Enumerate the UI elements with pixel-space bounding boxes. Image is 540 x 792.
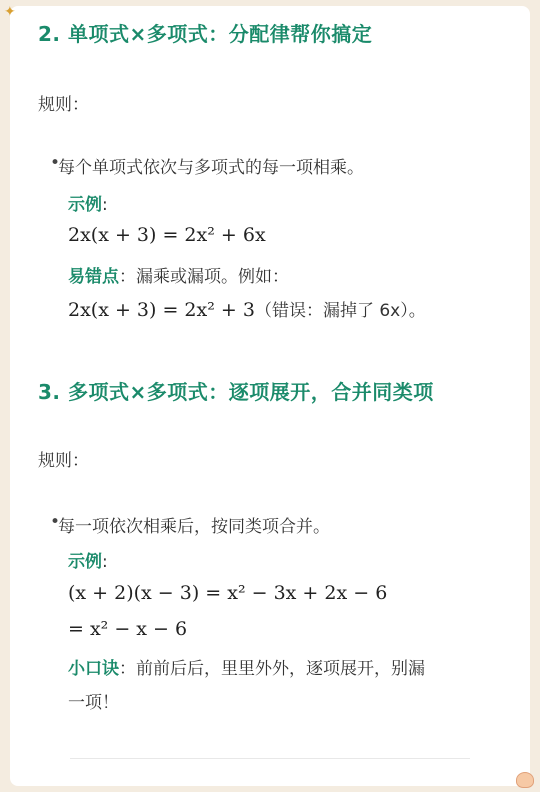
section-3-example-label: 示例 [68,552,102,572]
section-2-mistake-note: （错误：漏掉了 6x）。 [254,301,426,321]
section-2-heading: 2. 单项式×多项式：分配律帮你搞定 [38,22,373,46]
section-2-example-math: 2x(x + 3) = 2x² + 6x [68,224,266,246]
section-2-example-row [68,190,108,215]
section-2-example-label: 示例 [68,195,102,215]
section-3-tip-row [68,654,425,679]
section-2-rule-label: 规则： [38,95,89,115]
section-3-tip-label: 小口诀 [68,659,119,679]
section-2-mistake-text: ：漏乘或漏项。例如： [119,267,289,287]
section-3-example-row [68,547,108,572]
section-3-example-math-2: = x² − x − 6 [68,618,188,640]
mascot-icon [516,772,534,788]
section-3-rule-label: 规则： [38,451,89,471]
sparkle-icon: ✦ [4,4,16,20]
section-2-mistake-example [68,296,426,321]
section-2-mistake-row [68,262,289,287]
section-2-mistake-math: 2x(x + 3) = 2x² + 3 [68,299,255,321]
divider [70,758,470,759]
section-3-tip-text-1: ：前前后后，里里外外，逐项展开，别漏 [119,659,425,679]
section-3-rule-bullet [58,512,330,537]
section-3-rule-text: 每一项依次相乘后，按同类项合并。 [58,517,330,537]
section-2-rule-bullet [58,153,364,178]
section-2-rule-text: 每个单项式依次与多项式的每一项相乘。 [58,158,364,178]
section-3-tip-text-2: 一项！ [68,693,119,713]
section-3-heading: 3. 多项式×多项式：逐项展开，合并同类项 [38,380,434,404]
section-3-example-colon: : [102,552,108,572]
section-2-mistake-label: 易错点 [68,267,119,287]
section-2-example-colon: : [102,195,108,215]
section-3-example-math-1: (x + 2)(x − 3) = x² − 3x + 2x − 6 [68,582,388,604]
